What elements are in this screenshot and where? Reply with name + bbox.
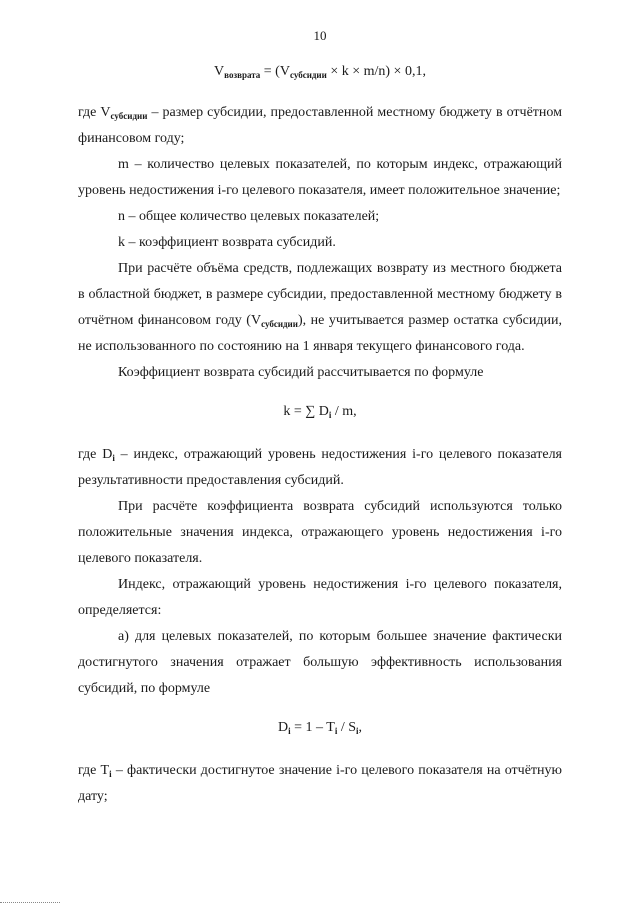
calc-note-subscript: субсидии [261, 319, 298, 329]
formula-d-mid: = 1 – T [290, 720, 335, 735]
definition-k: k – коэффициент возврата субсидий. [118, 235, 336, 250]
formula-k-start: k = ∑ D [283, 404, 329, 419]
definition-t [78, 758, 562, 810]
definition-n: n – общее количество целевых показателей; [118, 209, 380, 224]
definition-d-start: где D [78, 447, 113, 462]
formula-rest: × k × m/n) × 0,1, [326, 64, 426, 79]
formula-lhs: V [214, 64, 225, 79]
paragraph-index-definition: Индекс, отражающий уровень недостижения i-го целевого показателя, определяется: [78, 577, 562, 618]
formula-d-subscript: i [288, 726, 291, 736]
definition-m: m – количество целевых показателей, по которым индекс, отражающий уровень недостижения i-го целевого показателя, имеет положительное значение; [78, 157, 562, 198]
formula-d-end: , [358, 720, 363, 735]
definition-v-rest: – размер субсидии, предоставленной местному бюджету в отчётном финансовом году; [78, 105, 562, 146]
definition-d-subscript: i [112, 453, 115, 463]
calc-note-rest: ), не учитывается размер остатка субсидии, не использованного по состоянию на 1 января текущего финансового года. [78, 313, 562, 354]
paragraph-item-a: а) для целевых показателей, по которым большее значение фактически достигнутого значения отражает большую эффективность использования субсидий, по формуле [78, 629, 562, 696]
definition-d-rest: – индекс, отражающий уровень недостижения i-го целевого показателя результативности предоставления субсидий. [78, 447, 562, 488]
formula-eq: = (V [260, 64, 290, 79]
formula-index [78, 720, 562, 736]
page-edge-mark [0, 902, 60, 903]
formula-return-volume [78, 64, 562, 80]
formula-d-slash: / S [337, 720, 357, 735]
paragraph-calculation-note [78, 256, 562, 360]
formula-subsidy-subscript: субсидии [289, 70, 327, 80]
definition-v-subsidy [78, 100, 562, 152]
formula-d: D [277, 720, 289, 735]
calc-note-start: При расчёте объёма средств, подлежащих возврату из местного бюджета в областной бюджет, в размере субсидии, предоставленной местному бюджету в отчётном финансовом году (V [78, 261, 562, 328]
formula-t-subscript: i [334, 726, 338, 736]
formula-coefficient [78, 404, 562, 420]
document-body [78, 56, 562, 810]
page-number: 10 [313, 28, 327, 43]
formula-k-subscript: i [328, 410, 332, 420]
paragraph-positive-values: При расчёте коэффициента возврата субсидий используются только положительные значения индекса, отражающего уровень недостижения i-го целевого показателя. [78, 499, 562, 566]
definition-t-subscript: i [109, 769, 112, 779]
definition-v-start: где V [78, 105, 111, 120]
formula-k-rest: / m, [331, 404, 357, 419]
definition-v-subscript: субсидии [110, 111, 148, 121]
formula-lhs-subscript: возврата [224, 70, 261, 80]
definition-d [78, 442, 562, 494]
formula-s-subscript: i [356, 726, 359, 736]
definition-t-rest: – фактически достигнутое значение i-го целевого показателя на отчётную дату; [78, 763, 563, 804]
paragraph-coefficient-intro: Коэффициент возврата субсидий рассчитывается по формуле [118, 365, 484, 380]
definition-t-start: где T [78, 763, 110, 778]
